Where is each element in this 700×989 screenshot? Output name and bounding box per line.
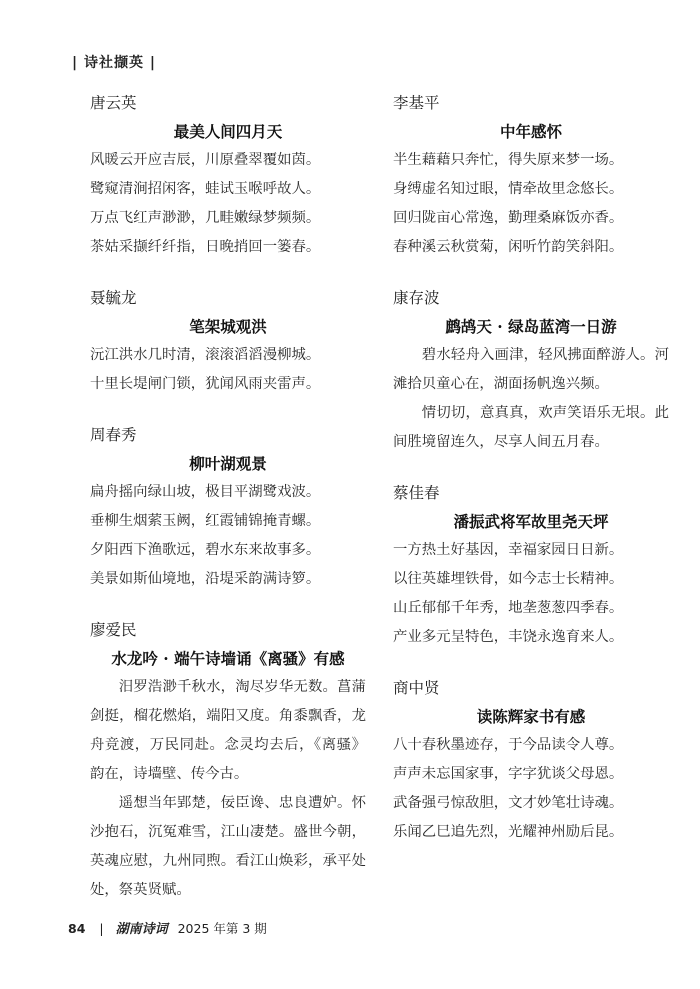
poem-line: 山丘郁郁千年秀，地垄葱葱四季春。 [393, 600, 624, 616]
poem-line: 垂柳生烟萦玉阙，红霞铺锦掩青螺。 [90, 513, 321, 529]
poem-line: 鹭窥清涧招闲客，蛙试玉喉呼故人。 [90, 181, 321, 197]
footer-separator: | [99, 921, 104, 936]
left-column [90, 92, 366, 930]
poem-line: 一方热土好基因，幸福家园日日新。 [393, 542, 624, 558]
poem-author: 周春秀 [90, 426, 137, 444]
poem-line: 声声未忘国家事，字字犹谈父母恩。 [393, 766, 624, 782]
poem-line: 身缚虚名知过眼，情牵故里念悠长。 [393, 181, 624, 197]
poem-author: 聂毓龙 [90, 289, 137, 307]
poem-line: 产业多元呈特色，丰饶永逸育来人。 [393, 629, 624, 645]
poem-line: 夕阳西下渔歌远，碧水东来故事多。 [90, 542, 321, 558]
poem-line: 茶姑采撷纤纤指，日晚捎回一篓春。 [90, 239, 321, 255]
poem-line: 沅江洪水几时清，滚滚滔滔漫柳城。 [90, 347, 321, 363]
ci-paragraph: 遥想当年郢楚，佞臣谗、忠良遭妒。怀沙抱石，沉冤难雪，江山凄楚。盛世今朝，英魂应慰，九州同煦。看江山焕彩，承平处处，祭英贤赋。 [90, 795, 366, 898]
poem-entry [393, 677, 669, 847]
page-number: 84 [68, 921, 86, 936]
poem-title: 柳叶湖观景 [189, 454, 267, 473]
poem-entry [393, 287, 669, 457]
poem-title: 中年感怀 [499, 122, 562, 141]
poem-entry [90, 92, 366, 262]
poem-entry [90, 424, 366, 594]
poem-author: 唐云英 [90, 94, 137, 112]
poem-line: 乐闻乙巳追先烈，光耀神州励后昆。 [393, 824, 624, 840]
poem-entry [90, 287, 366, 399]
section-tag: | 诗社撷英 | [72, 55, 156, 71]
poem-entry [393, 92, 669, 262]
ci-body [90, 673, 366, 905]
poem-entry [90, 619, 366, 905]
poem-title: 最美人间四月天 [173, 122, 283, 141]
poem-line: 十里长堤闸门锁，犹闻风雨夹雷声。 [90, 376, 321, 392]
poem-title: 笔架城观洪 [189, 317, 267, 336]
poem-author: 李基平 [393, 94, 440, 112]
issue-label: 2025 年第 3 期 [177, 921, 267, 936]
page-footer [68, 918, 267, 937]
ci-paragraph: 碧水轻舟入画津，轻风拂面醉游人。河滩拾贝童心在，湖面扬帆逸兴频。 [393, 347, 669, 392]
ci-paragraph: 汨罗浩渺千秋水，淘尽岁华无数。菖蒲剑挺，榴花燃焰，端阳又度。角黍飘香，龙舟竞渡，万民同赴。念灵均去后，《离骚》韵在，诗墙壁、传今古。 [90, 679, 366, 782]
poem-title: 水龙吟 · 端午诗墙诵《离骚》有感 [111, 649, 345, 668]
magazine-logo: 湖南诗词 [115, 922, 168, 937]
right-column [393, 92, 669, 872]
poem-author: 商中贤 [393, 679, 440, 697]
poem-author: 廖爱民 [90, 621, 137, 639]
poem-title: 读陈辉家书有感 [476, 707, 586, 726]
poem-line: 风暖云开应吉辰，川原叠翠覆如茵。 [90, 152, 321, 168]
ci-paragraph: 情切切，意真真，欢声笑语乐无垠。此间胜境留连久，尽享人间五月春。 [393, 405, 669, 450]
poem-line: 美景如斯仙境地，沿堤采韵满诗箩。 [90, 571, 321, 587]
poem-line: 万点飞红声渺渺，几畦嫩绿梦频频。 [90, 210, 321, 226]
poem-line: 扁舟摇向绿山坡，极目平湖鹭戏波。 [90, 484, 321, 500]
ci-body [393, 341, 669, 457]
poem-line: 半生藉藉只奔忙，得失原来梦一场。 [393, 152, 624, 168]
poem-line: 春种溪云秋赏菊，闲听竹韵笑斜阳。 [393, 239, 624, 255]
poem-line: 以往英雄埋铁骨，如今志士长精神。 [393, 571, 624, 587]
poem-author: 蔡佳春 [393, 484, 440, 502]
poem-author: 康存波 [393, 289, 440, 307]
poem-line: 武备强弓惊敌胆，文才妙笔壮诗魂。 [393, 795, 624, 811]
poem-line: 回归陇亩心常逸，勤理桑麻饭亦香。 [393, 210, 624, 226]
poem-title: 鹧鸪天 · 绿岛蓝湾一日游 [445, 317, 617, 336]
poem-entry [393, 482, 669, 652]
poem-title: 潘振武将军故里尧天坪 [453, 512, 609, 531]
poem-line: 八十春秋墨迹存，于今品读令人尊。 [393, 737, 624, 753]
